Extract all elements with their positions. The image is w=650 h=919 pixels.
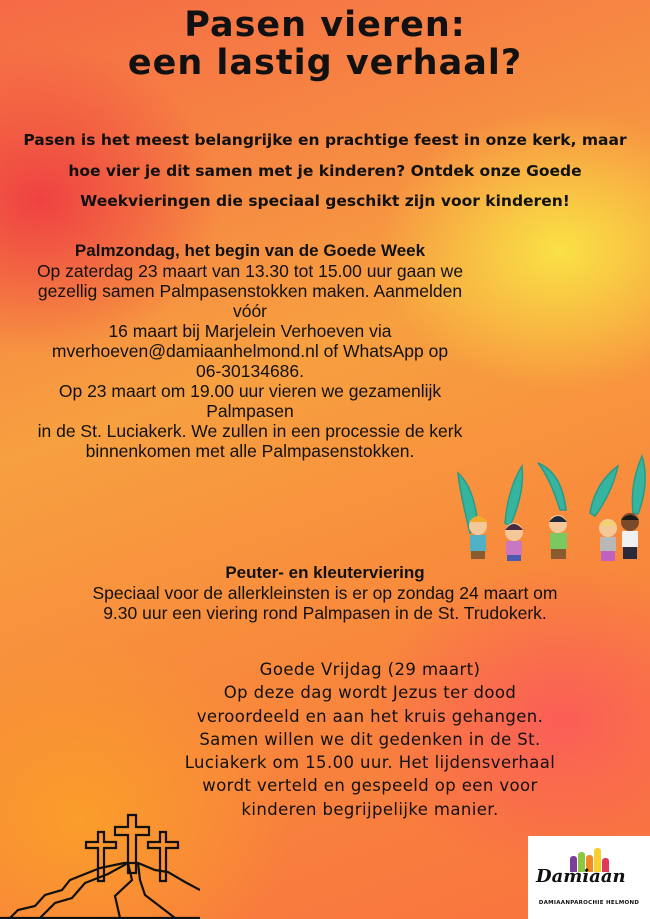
- logo-subtitle: DAMIAANPAROCHIE HELMOND: [538, 900, 640, 906]
- palmzondag-line: in de St. Luciakerk. We zullen in een processie de kerk: [37, 421, 463, 441]
- palmzondag-line: gezellig samen Palmpasenstokken maken. Aanmelden vóór: [37, 281, 463, 321]
- intro-line-2: hoe vier je dit samen met je kinderen? Ontdek onze Goede: [68, 161, 582, 180]
- peuter-line: Speciaal voor de allerkleinsten is er op zondag 24 maart om: [92, 583, 558, 603]
- goede-vrijdag-line: wordt verteld en gespeeld op een voor: [202, 776, 538, 796]
- palmzondag-line: Op zaterdag 23 maart van 13.30 tot 15.00 uur gaan we: [36, 261, 464, 281]
- goede-vrijdag-line: Luciakerk om 15.00 uur. Het lijdensverhaal: [184, 753, 556, 773]
- intro-line-1: Pasen is het meest belangrijke en prachtige feest in onze kerk, maar: [23, 131, 627, 149]
- palmzondag-email-line: mverhoeven@damiaanhelmond.nl of WhatsApp op: [51, 341, 449, 361]
- poster-title: [0, 6, 650, 82]
- goede-vrijdag-line: Samen willen we dit gedenken in de St.: [199, 729, 541, 749]
- goede-vrijdag-line: Op deze dag wordt Jezus ter dood: [223, 683, 517, 703]
- children-with-palms-icon: [430, 448, 650, 563]
- palmzondag-line: Op 23 maart om 19.00 uur vieren we gezamenlijk Palmpasen: [58, 381, 442, 421]
- title-line-2: een lastig verhaal?: [127, 43, 523, 83]
- peuter-section: [20, 563, 630, 623]
- title-line-1: Pasen vieren:: [184, 5, 466, 45]
- intro-text: [20, 125, 630, 217]
- goede-vrijdag-line: kinderen begrijpelijke manier.: [241, 799, 499, 819]
- palmzondag-phone-line: 06-30134686.: [195, 361, 305, 381]
- three-crosses-icon: [0, 810, 200, 919]
- goede-vrijdag-line: veroordeeld en aan het kruis gehangen.: [196, 706, 544, 726]
- goede-vrijdag-heading: Goede Vrijdag (29 maart): [259, 660, 481, 679]
- logo-name: Damiaan: [536, 866, 626, 887]
- peuter-line: 9.30 uur een viering rond Palmpasen in de St. Trudokerk.: [103, 603, 547, 623]
- palmzondag-line: binnenkomen met alle Palmpasenstokken.: [85, 441, 415, 461]
- intro-line-3: Weekvieringen die speciaal geschikt zijn voor kinderen!: [80, 192, 570, 210]
- palmzondag-heading: Palmzondag, het begin van de Goede Week: [74, 241, 426, 260]
- goede-vrijdag-section: [150, 658, 590, 821]
- peuter-heading: Peuter- en kleuterviering: [225, 563, 425, 582]
- palmzondag-line: 16 maart bij Marjelein Verhoeven via: [108, 321, 392, 341]
- damiaan-logo: [528, 836, 650, 919]
- palmzondag-section: [20, 241, 480, 461]
